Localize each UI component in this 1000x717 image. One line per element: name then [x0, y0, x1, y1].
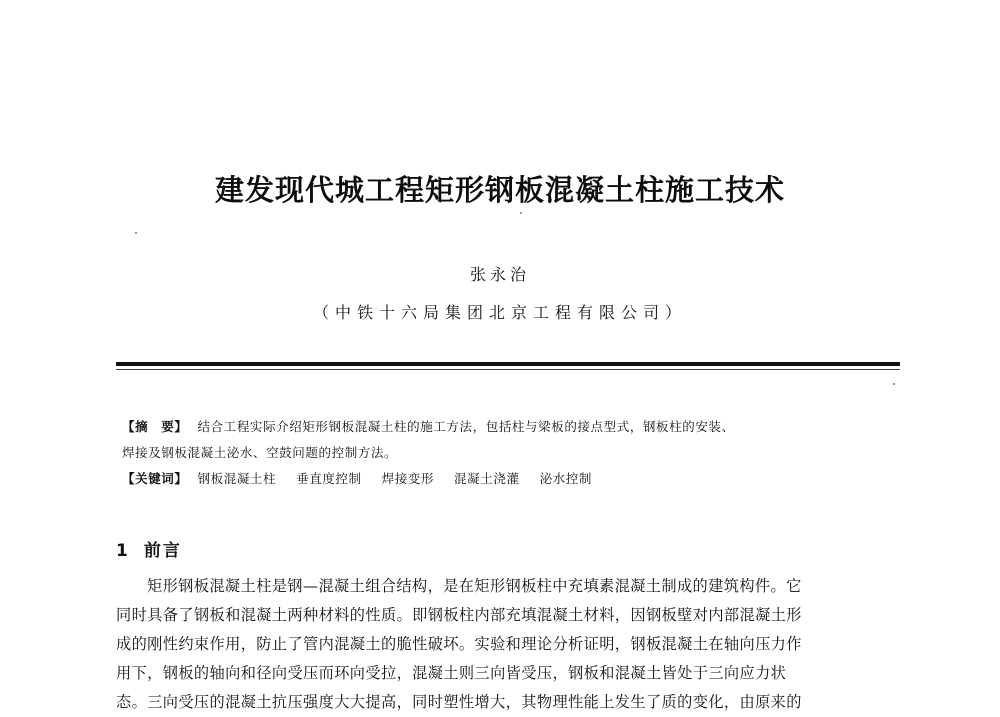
paper-title: 建发现代城工程矩形钢板混凝土柱施工技术 — [214, 173, 785, 207]
keyword-item: 混凝土浇灌 — [454, 471, 520, 486]
header-rule-thick — [116, 362, 900, 366]
abstract-block — [122, 414, 882, 492]
body-line: 成的刚性约束作用，防止了管内混凝土的脆性破坏。实验和理论分析证明，钢板混凝土在轴向压力作 — [116, 635, 802, 653]
abstract-label: 【摘 要】 — [122, 419, 188, 434]
keywords-line — [122, 466, 882, 492]
author-name: 张永治 — [469, 265, 530, 284]
body-line: 态。三向受压的混凝土抗压强度大大提高，同时塑性增大，其物理性能上发生了质的变化，由原来的 — [116, 693, 802, 711]
body-paragraph — [116, 572, 896, 717]
section-heading — [116, 536, 182, 561]
keywords-label: 【关键词】 — [122, 471, 188, 486]
section-number: 1 — [116, 541, 130, 561]
body-line: 同时具备了钢板和混凝土两种材料的性质。即钢板柱内部充填混凝土材料，因钢板壁对内部混凝土形 — [116, 606, 802, 624]
abstract-line-2 — [122, 440, 882, 466]
header-rule-thin — [116, 369, 900, 370]
keyword-item: 垂直度控制 — [296, 471, 362, 486]
keyword-item: 焊接变形 — [381, 471, 435, 486]
section-title: 前言 — [143, 541, 182, 561]
abstract-text-2: 焊接及钢板混凝土泌水、空鼓问题的控制方法。 — [122, 445, 398, 460]
keyword-item: 泌水控制 — [539, 471, 592, 486]
body-line: 用下，钢板的轴向和径向受压而环向受拉，混凝土则三向皆受压，钢板和混凝土皆处于三向应力状 — [116, 664, 787, 682]
author-affiliation: （中铁十六局集团北京工程有限公司） — [312, 303, 687, 322]
abstract-text-1: 结合工程实际介绍矩形钢板混凝土柱的施工方法，包括柱与梁板的接点型式，钢板柱的安装、 — [197, 419, 735, 434]
keyword-item: 钢板混凝土柱 — [197, 471, 277, 486]
body-line: 矩形钢板混凝土柱是钢—混凝土组合结构，是在矩形钢板柱中充填素混凝土制成的建筑构件。它 — [147, 577, 802, 595]
abstract-line-1 — [122, 414, 882, 440]
